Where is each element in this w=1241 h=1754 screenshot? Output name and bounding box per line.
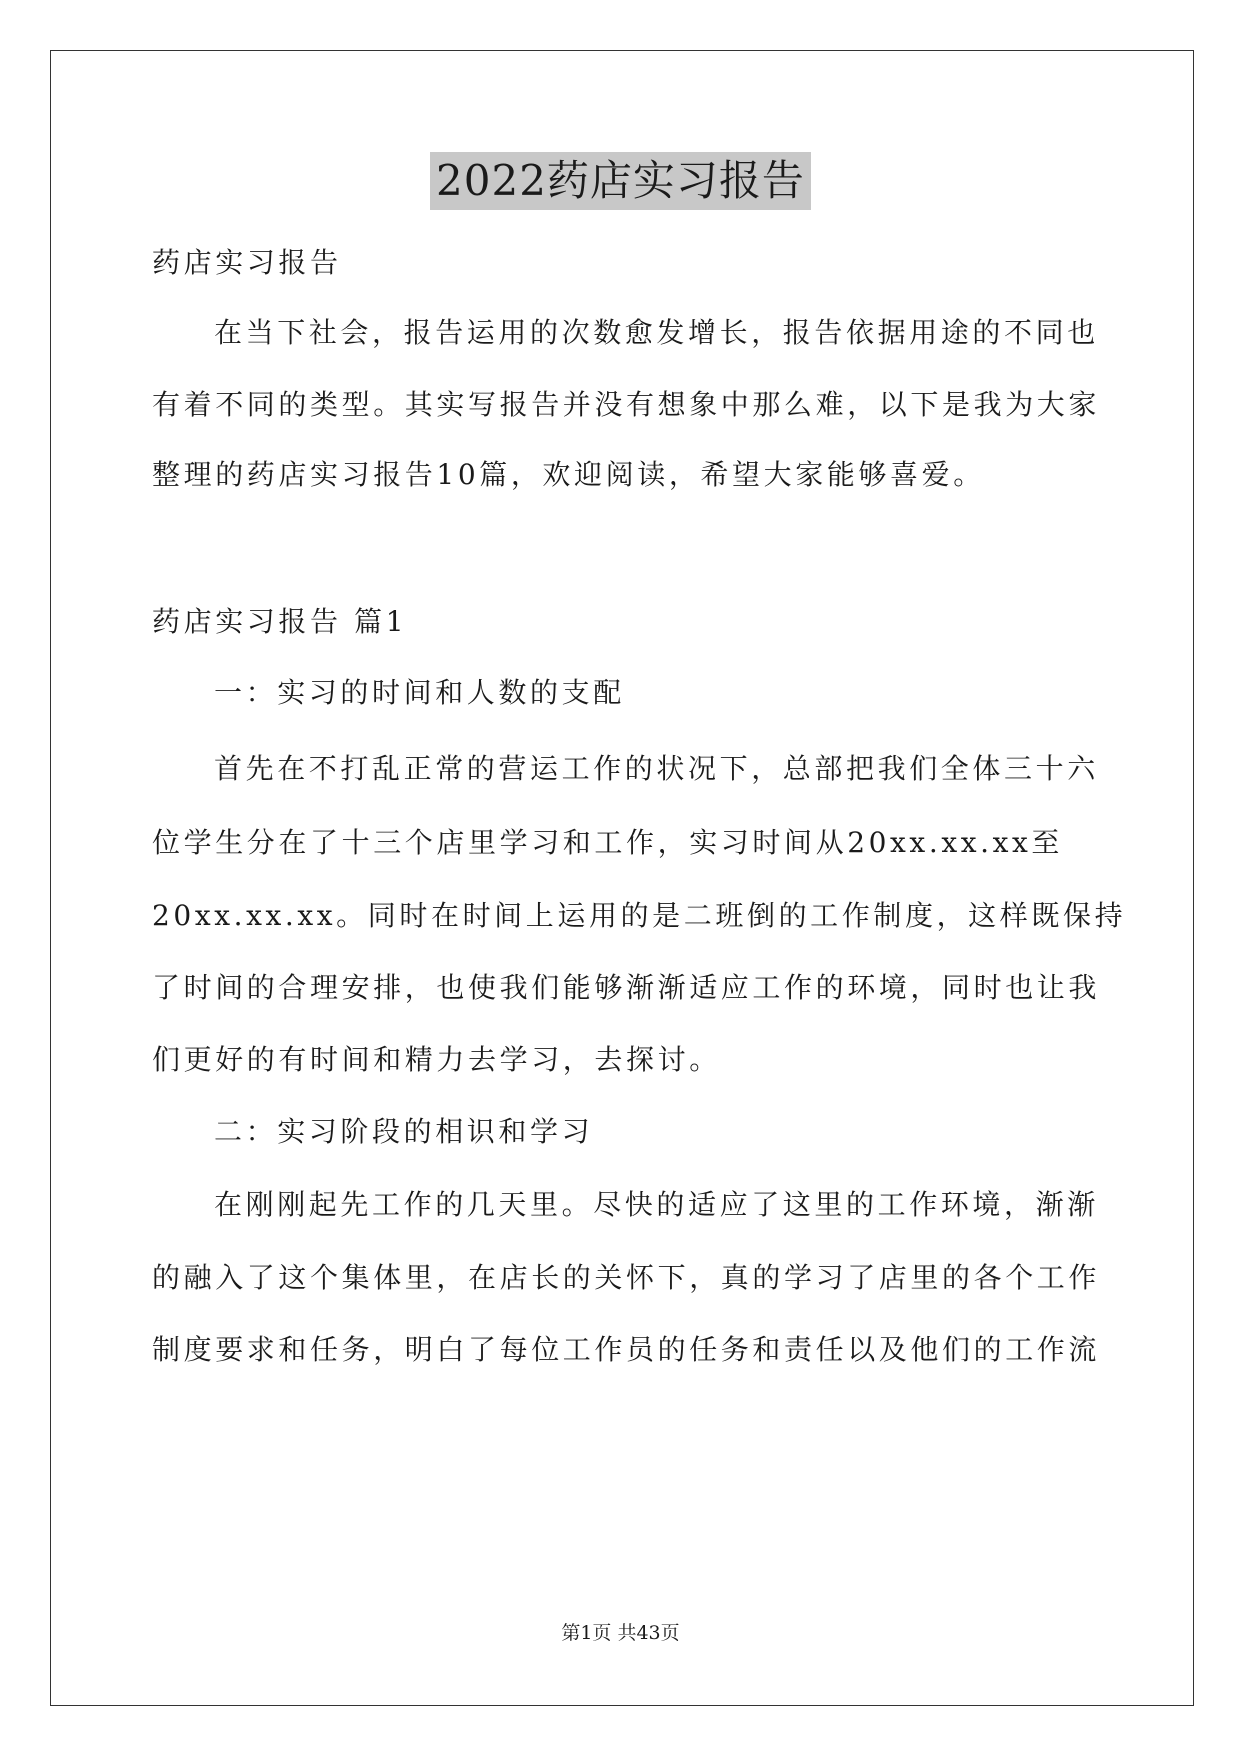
document-title: 2022药店实习报告 <box>430 152 811 210</box>
page-border <box>50 50 1194 1706</box>
page-number-footer: 第1页 共43页 <box>561 1622 680 1644</box>
title-block <box>0 152 1241 210</box>
part2-line-1: 在刚刚起先工作的几天里。尽快的适应了这里的工作环境，渐渐 <box>214 1188 1099 1221</box>
part1-heading: 一：实习的时间和人数的支配 <box>214 676 625 709</box>
section-heading: 药店实习报告 篇1 <box>152 605 408 638</box>
part1-line-3: 20xx.xx.xx。同时在时间上运用的是二班倒的工作制度，这样既保持 <box>152 899 1127 932</box>
part1-line-2: 位学生分在了十三个店里学习和工作，实习时间从20xx.xx.xx至 <box>152 826 1063 859</box>
part1-line-5: 们更好的有时间和精力去学习，去探讨。 <box>152 1043 721 1076</box>
part1-line-4: 了时间的合理安排，也使我们能够渐渐适应工作的环境，同时也让我 <box>152 971 1101 1004</box>
part2-line-3: 制度要求和任务，明白了每位工作员的任务和责任以及他们的工作流 <box>152 1333 1101 1366</box>
part2-line-2: 的融入了这个集体里，在店长的关怀下，真的学习了店里的各个工作 <box>152 1261 1101 1294</box>
part2-heading: 二：实习阶段的相识和学习 <box>214 1115 594 1148</box>
document-subtitle: 药店实习报告 <box>152 246 342 279</box>
part1-line-1: 首先在不打乱正常的营运工作的状况下，总部把我们全体三十六 <box>214 752 1099 785</box>
intro-line-2: 有着不同的类型。其实写报告并没有想象中那么难，以下是我为大家 <box>152 388 1101 421</box>
intro-line-1: 在当下社会，报告运用的次数愈发增长，报告依据用途的不同也 <box>214 316 1099 349</box>
intro-line-3: 整理的药店实习报告10篇，欢迎阅读，希望大家能够喜爱。 <box>152 458 985 491</box>
